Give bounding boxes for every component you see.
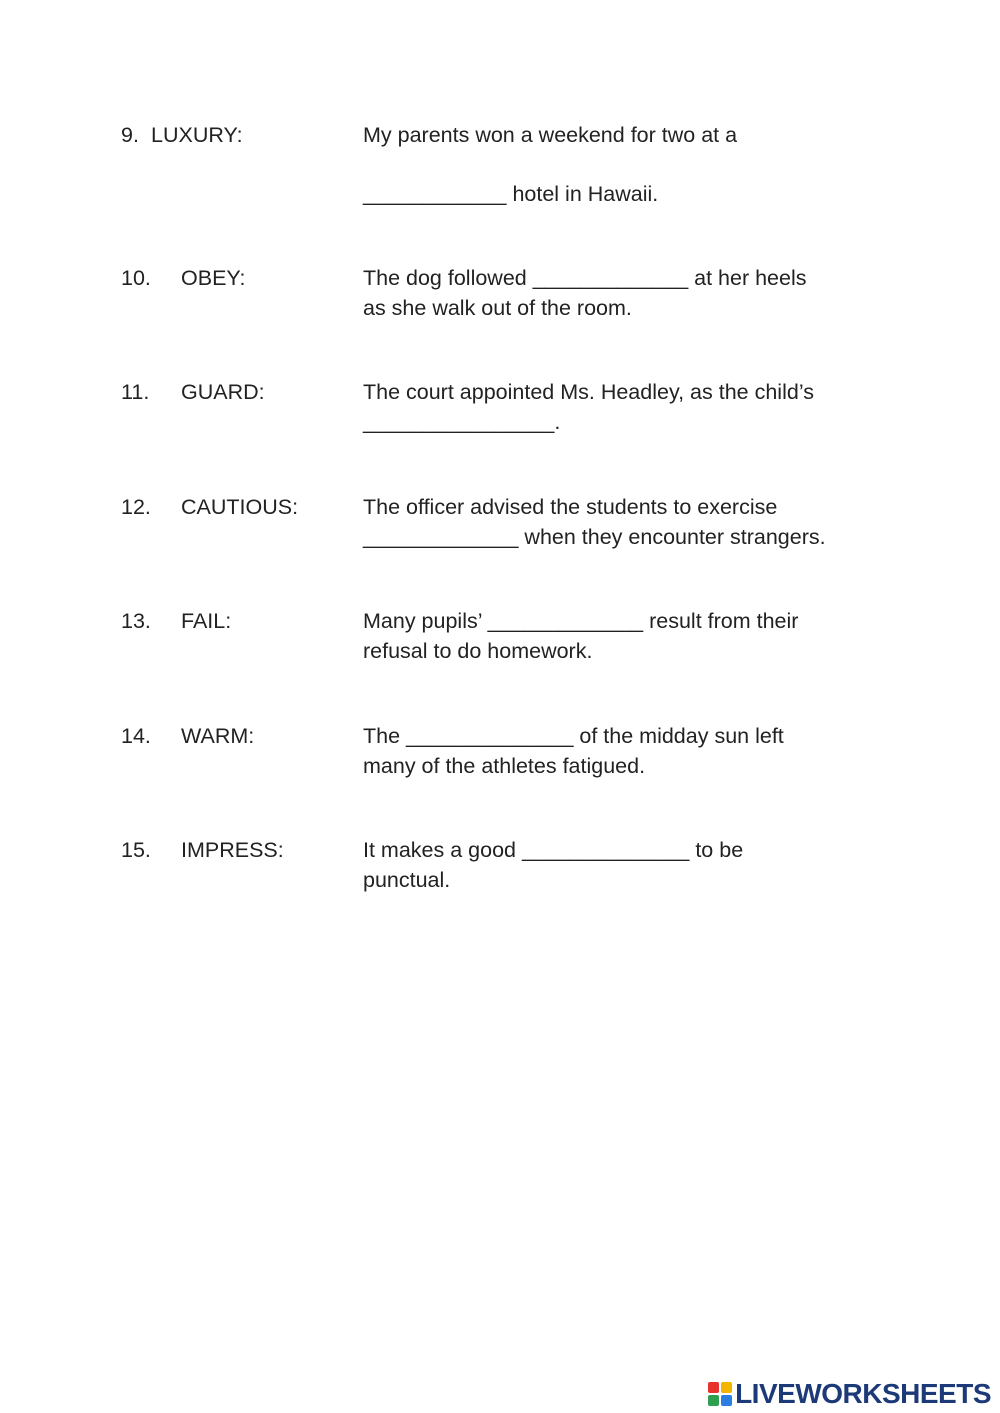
sentence-line: It makes a good ______________ to be <box>363 838 744 862</box>
logo-square-yellow <box>721 1382 732 1393</box>
question-sentence <box>363 835 883 895</box>
question-sentence <box>363 263 883 323</box>
sentence-line: The dog followed _____________ at her heels <box>363 266 807 290</box>
question-number: 14. <box>121 724 151 748</box>
liveworksheets-logo-icon <box>708 1382 732 1406</box>
logo-square-green <box>708 1395 719 1406</box>
sentence-line: _____________ when they encounter strangers. <box>363 525 826 549</box>
question-sentence <box>363 606 883 666</box>
sentence-line: many of the athletes fatigued. <box>363 754 646 778</box>
liveworksheets-watermark <box>708 1379 991 1409</box>
sentence-line: ________________. <box>363 410 561 434</box>
logo-square-blue <box>721 1395 732 1406</box>
question-number: 13. <box>121 609 151 633</box>
sentence-line: ____________ hotel in Hawaii. <box>363 182 659 206</box>
question-word: FAIL: <box>181 609 232 633</box>
question-word: CAUTIOUS: <box>181 495 299 519</box>
question-number: 12. <box>121 495 151 519</box>
question-number: 9. <box>121 123 139 147</box>
question-number: 10. <box>121 266 151 290</box>
sentence-line: The officer advised the students to exercise <box>363 495 778 519</box>
question-word: WARM: <box>181 724 255 748</box>
question-word: OBEY: <box>181 266 246 290</box>
sentence-line: Many pupils’ _____________ result from their <box>363 609 799 633</box>
question-sentence <box>363 120 883 209</box>
question-number: 11. <box>121 380 150 404</box>
question-sentence <box>363 492 883 552</box>
question-word: GUARD: <box>181 380 265 404</box>
question-number: 15. <box>121 838 151 862</box>
brand-name: LIVEWORKSHEETS <box>735 1378 991 1409</box>
question-word: IMPRESS: <box>181 838 284 862</box>
sentence-line: The ______________ of the midday sun left <box>363 724 784 748</box>
logo-square-red <box>708 1382 719 1393</box>
question-sentence <box>363 377 883 437</box>
question-sentence <box>363 721 883 781</box>
sentence-line: The court appointed Ms. Headley, as the child’s <box>363 380 814 404</box>
sentence-line: My parents won a weekend for two at a <box>363 123 738 147</box>
question-word: LUXURY: <box>151 123 243 147</box>
sentence-line: refusal to do homework. <box>363 639 593 663</box>
sentence-line: punctual. <box>363 868 451 892</box>
sentence-line: as she walk out of the room. <box>363 296 632 320</box>
